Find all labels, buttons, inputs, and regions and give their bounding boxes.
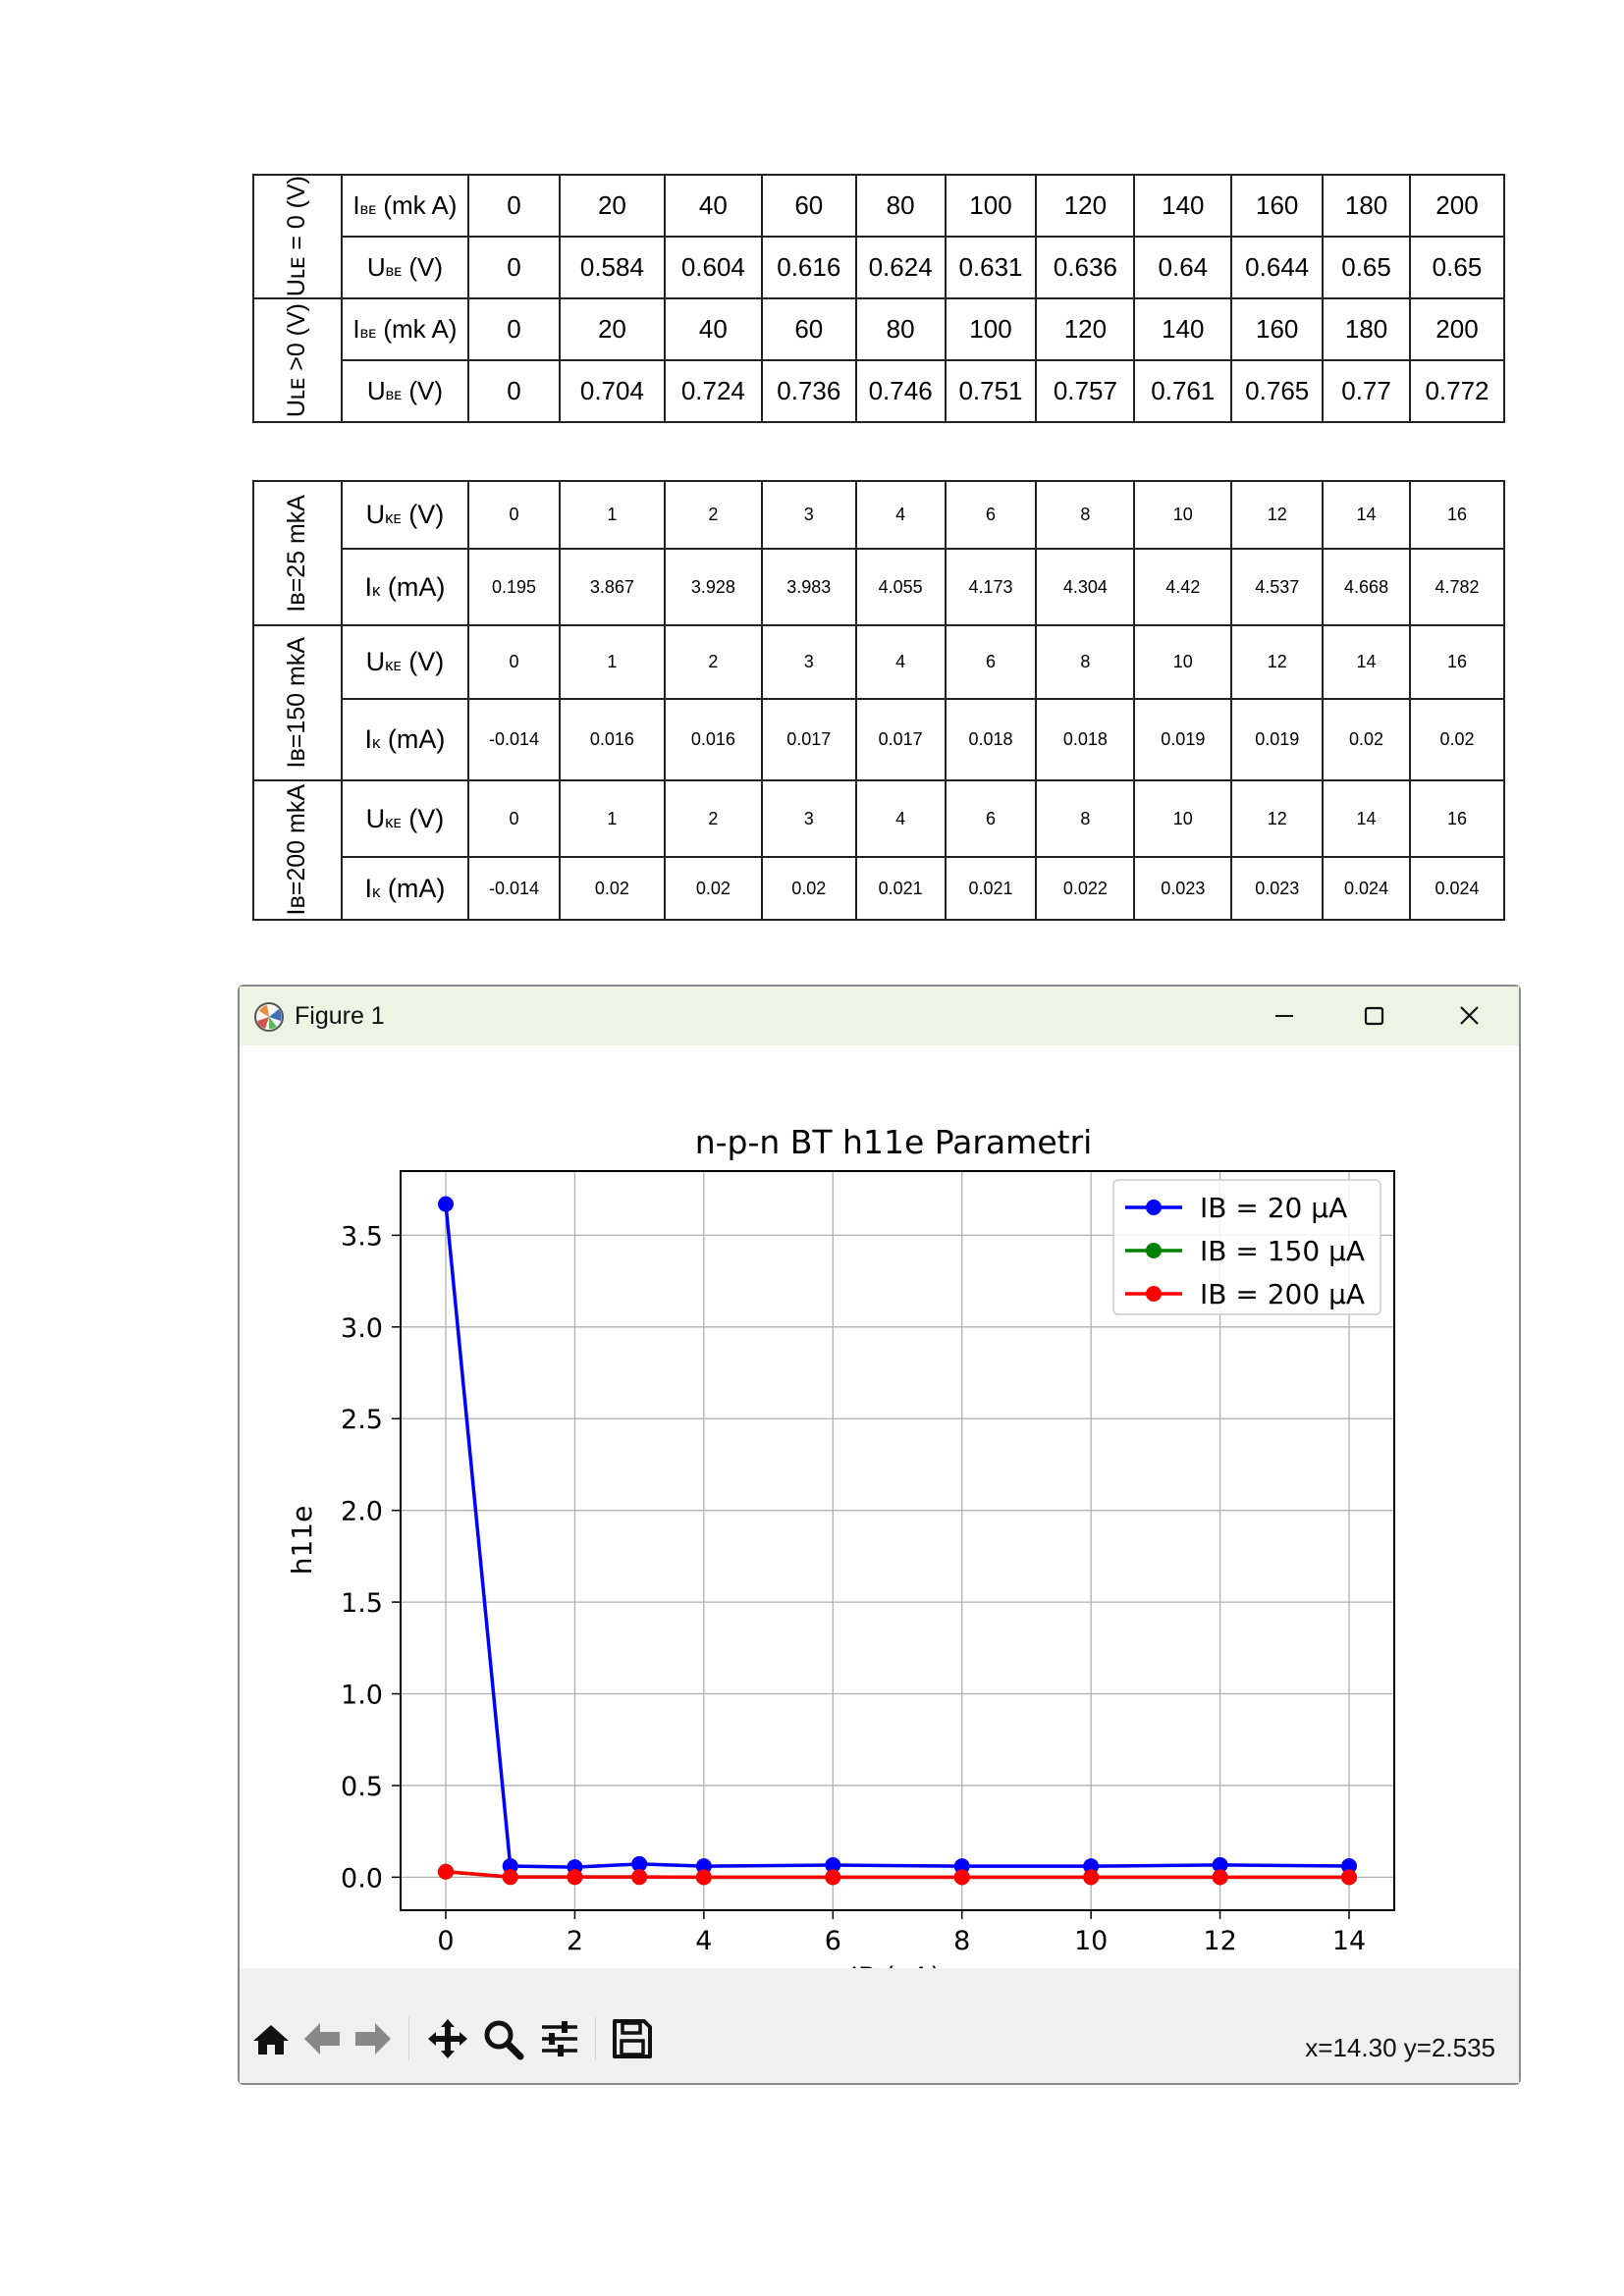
row-label: Iᴋ (mA) [342, 857, 468, 920]
row-label: Uʙᴇ (V) [342, 237, 468, 298]
table-row [253, 481, 1504, 549]
table-cell: 200 [1410, 175, 1504, 237]
table-cell: 100 [946, 298, 1037, 360]
table-cell: 0.616 [762, 237, 856, 298]
y-tick-label: 2.5 [341, 1405, 383, 1436]
x-tick-label: 6 [824, 1926, 841, 1956]
table-cell: 1 [560, 481, 665, 549]
table-cell: 0.704 [560, 360, 665, 422]
legend-marker [1146, 1286, 1162, 1302]
table-cell: 0.77 [1323, 360, 1410, 422]
table-cell: 40 [665, 298, 762, 360]
y-tick-label: 1.5 [341, 1588, 383, 1620]
table-cell: 3 [762, 780, 856, 857]
table-cell: 12 [1231, 481, 1323, 549]
table1-body [253, 175, 1504, 422]
y-tick-label: 0.5 [341, 1771, 383, 1802]
table-cell: 0.02 [560, 857, 665, 920]
maximize-icon[interactable] [1344, 994, 1403, 1038]
table-cell: 2 [665, 625, 762, 699]
table-cell: 0.631 [946, 237, 1037, 298]
table-cell: 0.018 [1036, 699, 1134, 780]
table-cell: 0.021 [856, 857, 946, 920]
chart-title: n-p-n BT h11e Parametri [694, 1123, 1093, 1161]
row-label: Uᴋᴇ (V) [342, 625, 468, 699]
y-tick-label: 2.0 [341, 1496, 383, 1527]
table-cell: 10 [1134, 481, 1231, 549]
window-title: Figure 1 [295, 1002, 385, 1030]
row-group-label: Uʟᴇ = 0 (V) [253, 175, 342, 298]
table-cell: 3.867 [560, 549, 665, 625]
table-row [253, 699, 1504, 780]
table-cell: 4.173 [946, 549, 1037, 625]
table-cell: 0 [468, 625, 560, 699]
table-row [253, 625, 1504, 699]
data-point [438, 1864, 454, 1880]
table-cell: 0.024 [1410, 857, 1504, 920]
table-cell: 0.584 [560, 237, 665, 298]
pan-icon[interactable] [426, 2017, 469, 2060]
table-cell: 0 [468, 237, 560, 298]
table-cell: 0.016 [560, 699, 665, 780]
table-cell: 0.024 [1323, 857, 1410, 920]
table-cell: 0 [468, 360, 560, 422]
table-cell: 3.983 [762, 549, 856, 625]
table-cell: 2 [665, 780, 762, 857]
row-group-label: Uʟᴇ >0 (V) [253, 298, 342, 422]
table-cell: 0.023 [1134, 857, 1231, 920]
row-group-label: Iʙ=200 mkA [253, 780, 342, 920]
row-label: Iʙᴇ (mk A) [342, 298, 468, 360]
back-arrow-icon[interactable] [300, 2017, 344, 2060]
row-label: Iᴋ (mA) [342, 699, 468, 780]
table2-body [253, 481, 1504, 920]
x-tick-label: 8 [953, 1926, 971, 1956]
row-label: Uʙᴇ (V) [342, 360, 468, 422]
table-cell: 40 [665, 175, 762, 237]
close-icon[interactable] [1439, 994, 1498, 1038]
table-cell: 60 [762, 298, 856, 360]
table-row [253, 175, 1504, 237]
cursor-coordinates: x=14.30 y=2.535 [1305, 2033, 1495, 2062]
table-row [253, 360, 1504, 422]
legend-entry: IB = 200 μA [1200, 1278, 1366, 1310]
table-cell: 140 [1134, 298, 1231, 360]
y-tick-label: 1.0 [341, 1680, 383, 1711]
table-cell: 0.604 [665, 237, 762, 298]
table-cell: 14 [1323, 780, 1410, 857]
table-cell: 120 [1036, 298, 1134, 360]
row-label: Iᴋ (mA) [342, 549, 468, 625]
table-cell: 0.746 [856, 360, 946, 422]
x-tick-label: 14 [1331, 1926, 1367, 1956]
table-cell: 0.636 [1036, 237, 1134, 298]
table-cell: 120 [1036, 175, 1134, 237]
table-cell: 8 [1036, 780, 1134, 857]
table-cell: 8 [1036, 625, 1134, 699]
legend-entry: IB = 150 μA [1200, 1235, 1366, 1267]
table-cell: 12 [1231, 780, 1323, 857]
table-cell: 4 [856, 780, 946, 857]
data-point [631, 1869, 647, 1885]
table-cell: 20 [560, 175, 665, 237]
table-row [253, 857, 1504, 920]
table-cell: 0.765 [1231, 360, 1323, 422]
table-cell: 6 [946, 481, 1037, 549]
zoom-icon[interactable] [481, 2017, 524, 2060]
table-cell: 3 [762, 625, 856, 699]
table-cell: 6 [946, 780, 1037, 857]
table-cell: 14 [1323, 625, 1410, 699]
table-cell: 0.023 [1231, 857, 1323, 920]
table-cell: 3 [762, 481, 856, 549]
table-cell: 14 [1323, 481, 1410, 549]
table-row [253, 780, 1504, 857]
table-cell: 60 [762, 175, 856, 237]
table-cell: 0.02 [762, 857, 856, 920]
table-cell: 20 [560, 298, 665, 360]
table-cell: 0.017 [762, 699, 856, 780]
table-cell: 0 [468, 481, 560, 549]
table-cell: 16 [1410, 780, 1504, 857]
table-cell: 0.195 [468, 549, 560, 625]
table-cell: 12 [1231, 625, 1323, 699]
table-cell: 180 [1323, 175, 1410, 237]
data-point [954, 1869, 970, 1885]
table-cell: 0.736 [762, 360, 856, 422]
table-cell: 1 [560, 780, 665, 857]
table-cell: 0 [468, 780, 560, 857]
table-cell: 4.782 [1410, 549, 1504, 625]
table-cell: 0.021 [946, 857, 1037, 920]
data-point [696, 1869, 712, 1885]
forward-arrow-icon[interactable] [352, 2017, 395, 2060]
table-cell: 0.018 [946, 699, 1037, 780]
save-icon[interactable] [611, 2017, 654, 2060]
table-cell: 6 [946, 625, 1037, 699]
table-cell: 100 [946, 175, 1037, 237]
data-point [1083, 1869, 1099, 1885]
table-cell: 80 [856, 175, 946, 237]
table-cell: 0.02 [1323, 699, 1410, 780]
legend [1113, 1180, 1380, 1314]
table-cell: 200 [1410, 298, 1504, 360]
input-characteristics-table [252, 174, 1505, 423]
table-cell: 0 [468, 298, 560, 360]
x-tick-label: 0 [437, 1926, 455, 1956]
x-tick-label: 12 [1203, 1926, 1237, 1956]
matplotlib-icon [253, 1001, 285, 1033]
data-point [1213, 1869, 1228, 1885]
table-cell: 140 [1134, 175, 1231, 237]
y-tick-label: 3.0 [341, 1312, 383, 1344]
table-cell: 0 [468, 175, 560, 237]
table-cell: 16 [1410, 481, 1504, 549]
table-cell: 0.019 [1231, 699, 1323, 780]
plot-canvas[interactable] [240, 1045, 1519, 1968]
table-cell: 4.668 [1323, 549, 1410, 625]
table-cell: 0.751 [946, 360, 1037, 422]
data-point [1341, 1869, 1357, 1885]
table-cell: 0.644 [1231, 237, 1323, 298]
figure-window [238, 985, 1521, 2085]
row-label: Iʙᴇ (mk A) [342, 175, 468, 237]
x-axis-ticks [437, 1910, 1366, 1956]
minimize-icon[interactable] [1254, 994, 1313, 1038]
x-tick-label: 2 [566, 1926, 584, 1956]
table-cell: 0.022 [1036, 857, 1134, 920]
table-cell: 4.537 [1231, 549, 1323, 625]
row-group-label: Iʙ=25 mkA [253, 481, 342, 625]
table-cell: 4.304 [1036, 549, 1134, 625]
table-cell: 160 [1231, 298, 1323, 360]
toolbar-separator [595, 2017, 596, 2060]
table-cell: 0.02 [1410, 699, 1504, 780]
legend-marker [1146, 1243, 1162, 1258]
table-cell: 16 [1410, 625, 1504, 699]
table-cell: 0.016 [665, 699, 762, 780]
title-bar[interactable] [240, 987, 1519, 1045]
table-cell: 10 [1134, 625, 1231, 699]
table-row [253, 298, 1504, 360]
table-cell: 0.64 [1134, 237, 1231, 298]
table-cell: 4.42 [1134, 549, 1231, 625]
x-tick-label: 4 [695, 1926, 713, 1956]
table-cell: 80 [856, 298, 946, 360]
table-cell: 4 [856, 625, 946, 699]
row-label: Uᴋᴇ (V) [342, 780, 468, 857]
table-row [253, 549, 1504, 625]
table-cell: -0.014 [468, 857, 560, 920]
table-cell: 160 [1231, 175, 1323, 237]
output-characteristics-table [252, 480, 1505, 921]
configure-icon[interactable] [538, 2017, 581, 2060]
table-cell: 0.65 [1323, 237, 1410, 298]
table-cell: 0.724 [665, 360, 762, 422]
table-cell: 4.055 [856, 549, 946, 625]
table-cell: 0.761 [1134, 360, 1231, 422]
table-cell: 4 [856, 481, 946, 549]
x-tick-label: 10 [1073, 1926, 1109, 1956]
table-cell: 0.757 [1036, 360, 1134, 422]
table-cell: 8 [1036, 481, 1134, 549]
table-cell: 3.928 [665, 549, 762, 625]
legend-marker [1146, 1200, 1162, 1215]
table-cell: 0.02 [665, 857, 762, 920]
table-cell: 2 [665, 481, 762, 549]
table-cell: 0.772 [1410, 360, 1504, 422]
legend-entry: IB = 20 μA [1200, 1192, 1348, 1224]
home-icon[interactable] [249, 2017, 293, 2060]
table-row [253, 237, 1504, 298]
toolbar-separator [408, 2017, 409, 2060]
table-cell: -0.014 [468, 699, 560, 780]
table-cell: 10 [1134, 780, 1231, 857]
y-tick-label: 3.5 [341, 1221, 383, 1253]
y-tick-label: 0.0 [341, 1863, 383, 1895]
table-cell: 0.624 [856, 237, 946, 298]
data-point [438, 1197, 454, 1212]
table-cell: 0.017 [856, 699, 946, 780]
y-axis-ticks [341, 1221, 401, 1894]
data-point [567, 1869, 582, 1885]
row-label: Uᴋᴇ (V) [342, 481, 468, 549]
row-group-label: Iʙ=150 mkA [253, 625, 342, 780]
table-cell: 1 [560, 625, 665, 699]
data-point [825, 1869, 840, 1885]
table-cell: 0.65 [1410, 237, 1504, 298]
table-cell: 180 [1323, 298, 1410, 360]
y-axis-label: h11e [286, 1505, 318, 1575]
table-cell: 0.019 [1134, 699, 1231, 780]
data-point [503, 1869, 518, 1885]
